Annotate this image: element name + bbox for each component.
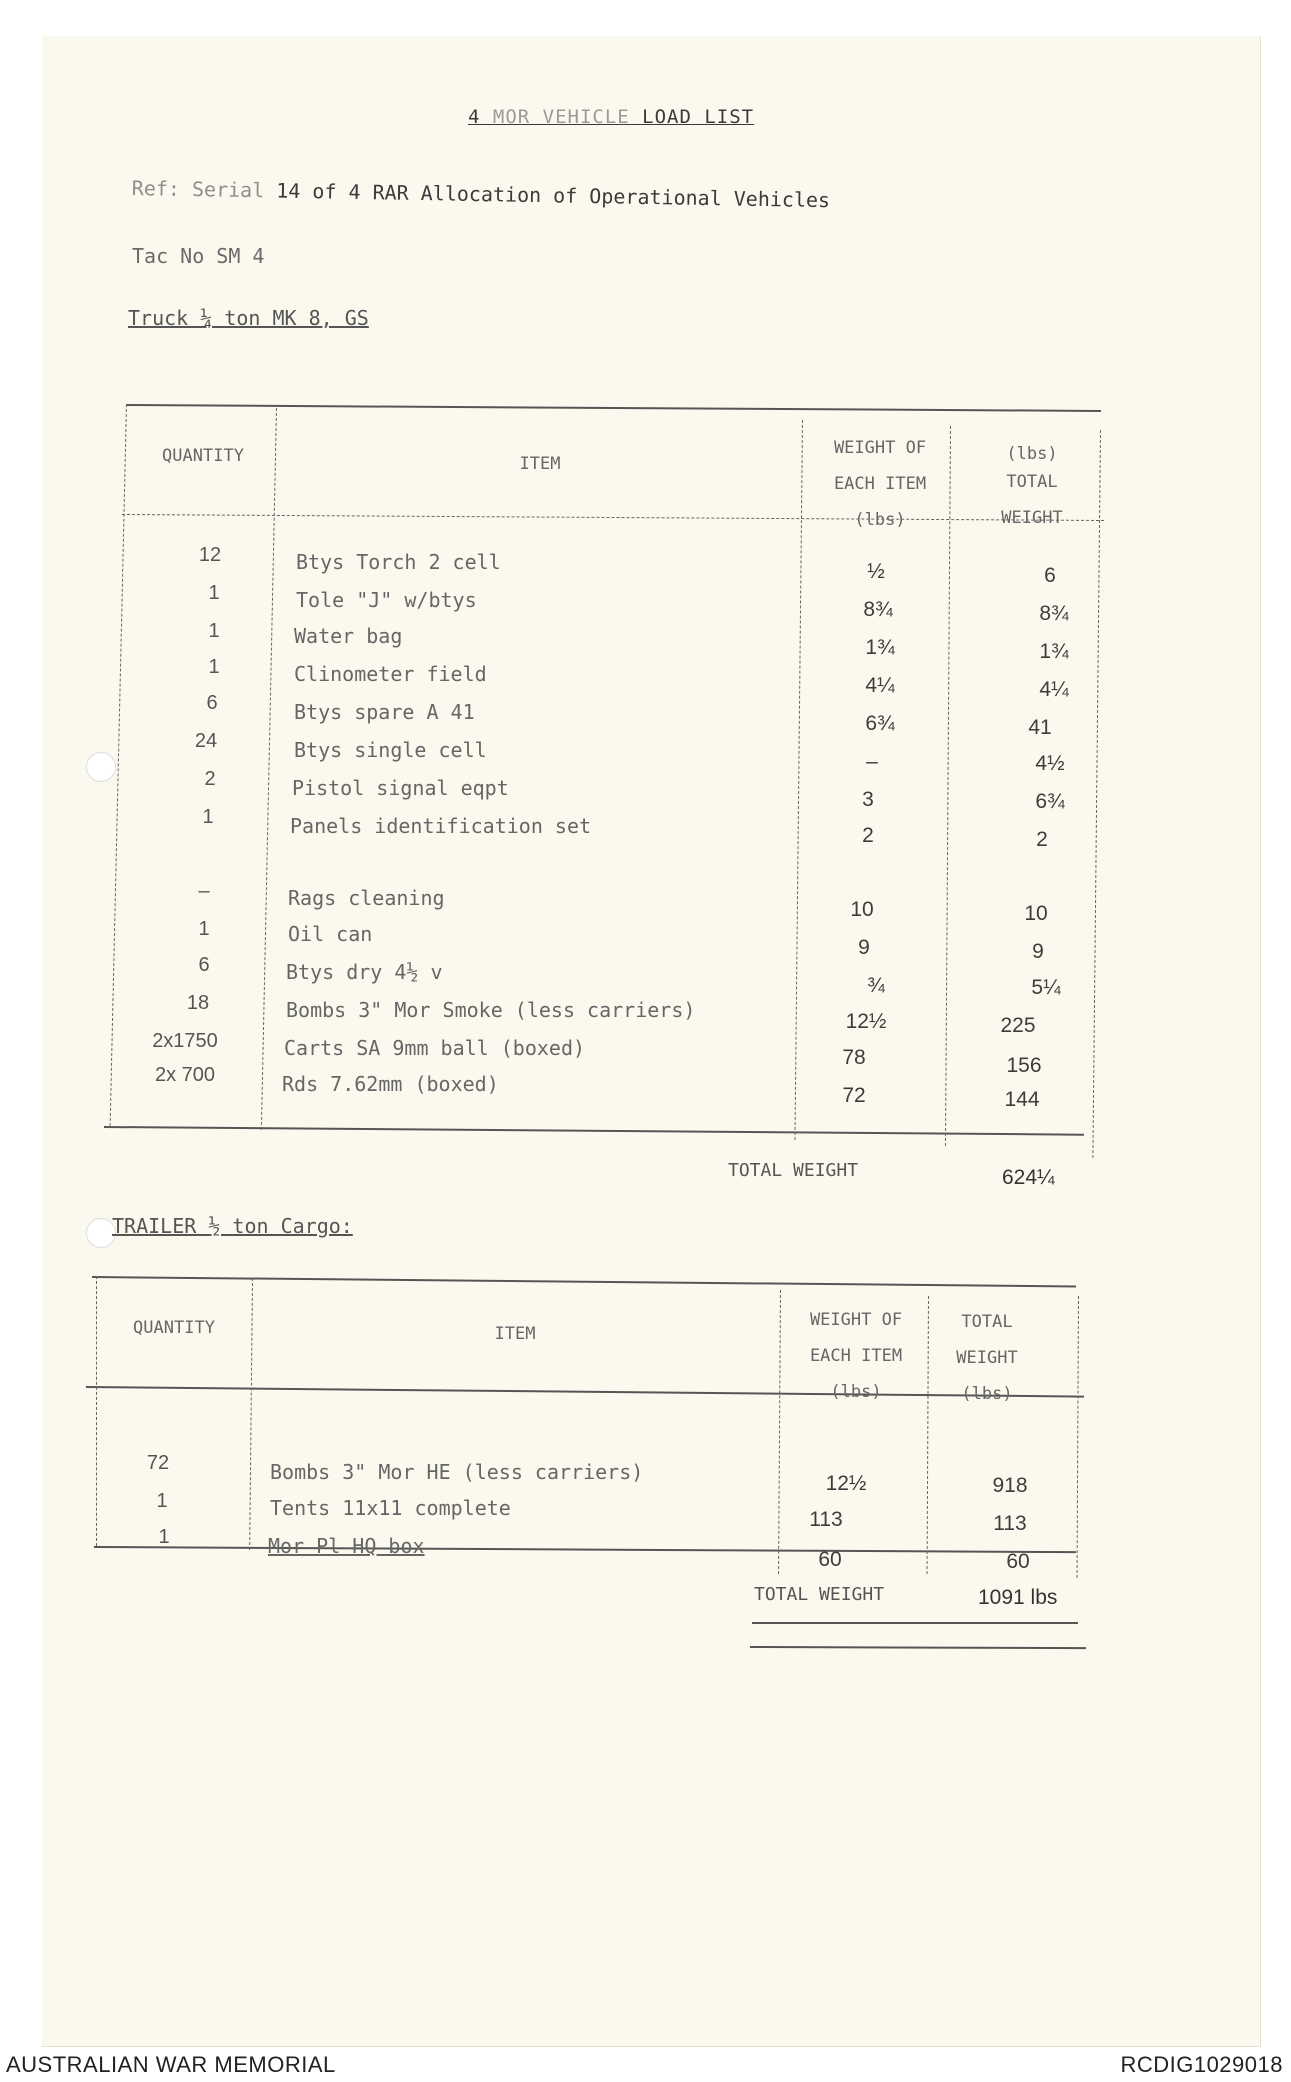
row-item: Btys Torch 2 cell: [296, 550, 501, 574]
row-quantity: 1: [198, 918, 210, 940]
row-quantity: 72: [146, 1452, 170, 1474]
row-quantity: 6: [206, 692, 218, 714]
row-weight-each: 12½: [845, 1010, 887, 1033]
row-item: Btys spare A 41: [294, 700, 475, 724]
section-title-trailer: TRAILER ½ ton Cargo:: [112, 1214, 353, 1238]
table1-header-item: ITEM: [519, 454, 561, 474]
row-quantity: 1: [208, 620, 220, 642]
row-item: Tents 11x11 complete: [270, 1496, 511, 1520]
row-total: 113: [993, 1512, 1027, 1535]
table1-total-label: TOTAL WEIGHT: [728, 1160, 859, 1181]
reference-line: Ref: Serial 14 of 4 RAR Allocation of Operational Vehicles: [131, 176, 831, 213]
row-item: Mor Pl HQ box: [268, 1534, 425, 1558]
row-weight-each: 9: [858, 936, 870, 959]
row-total: 4¼: [1039, 678, 1069, 701]
table2-left-border: [96, 1276, 97, 1546]
row-weight-each: 72: [842, 1084, 866, 1107]
row-weight-each: ½: [867, 560, 885, 583]
row-total: 2: [1036, 828, 1048, 851]
row-quantity: 1: [156, 1490, 168, 1512]
row-weight-each: 2: [862, 824, 874, 847]
row-total: 8¾: [1039, 602, 1069, 625]
row-total: 41: [1028, 716, 1052, 739]
row-item: Btys single cell: [294, 738, 487, 762]
row-total: 9: [1032, 940, 1044, 963]
row-item: Pistol signal eqpt: [292, 776, 509, 800]
tac-number: Tac No SM 4: [132, 244, 265, 268]
table2-header-quantity: QUANTITY: [133, 1318, 215, 1338]
row-total: 1¾: [1039, 640, 1069, 663]
table1-total-value: 624¼: [1002, 1166, 1055, 1189]
row-item: Rds 7.62mm (boxed): [282, 1072, 499, 1096]
row-quantity: 2: [204, 768, 216, 790]
row-item: Clinometer field: [294, 662, 487, 686]
row-item: Bombs 3" Mor HE (less carriers): [270, 1460, 644, 1484]
row-weight-each: 60: [818, 1548, 842, 1571]
row-item: Btys dry 4½ v: [286, 960, 443, 984]
row-total: 918: [992, 1474, 1028, 1497]
row-quantity: 1: [202, 806, 214, 828]
row-item: Bombs 3" Mor Smoke (less carriers): [286, 998, 696, 1022]
row-item: Carts SA 9mm ball (boxed): [284, 1036, 586, 1060]
row-weight-each: 12½: [825, 1472, 867, 1495]
row-weight-each: 3: [862, 788, 874, 811]
row-item: Oil can: [288, 922, 373, 946]
row-quantity: –: [198, 880, 210, 902]
row-total: 5¼: [1031, 976, 1061, 999]
table1-header-weight-each: WEIGHT OF EACH ITEM (lbs): [833, 438, 927, 530]
row-quantity: 2x 700: [154, 1064, 216, 1086]
row-quantity: 1: [208, 582, 220, 604]
row-weight-each: 8¾: [863, 598, 893, 621]
row-quantity: 1: [208, 656, 220, 678]
row-quantity: 18: [186, 992, 210, 1014]
row-weight-each: 6¾: [865, 712, 895, 735]
row-weight-each: 4¼: [865, 674, 895, 697]
row-item: Tole "J" w/btys: [296, 588, 477, 612]
footer-collection-name: AUSTRALIAN WAR MEMORIAL: [6, 2052, 336, 2077]
page-title: 4 MOR VEHICLE LOAD LIST: [468, 106, 755, 128]
row-weight-each: 78: [842, 1046, 866, 1069]
punch-hole: [86, 752, 116, 782]
table1-header-total-weight: (lbs) TOTAL WEIGHT: [1001, 444, 1063, 528]
row-total: 60: [1006, 1550, 1030, 1573]
row-total: 225: [1000, 1014, 1036, 1037]
row-total: 144: [1004, 1088, 1040, 1111]
table2-total-underline: [752, 1622, 1078, 1624]
row-quantity: 1: [158, 1526, 170, 1548]
table2-header-weight-each: WEIGHT OF EACH ITEM (lbs): [809, 1310, 903, 1402]
row-total: 156: [1006, 1054, 1042, 1077]
row-quantity: 2x1750: [152, 1030, 218, 1052]
row-quantity: 6: [198, 954, 210, 976]
row-item: Rags cleaning: [288, 886, 445, 910]
row-weight-each: 10: [850, 898, 874, 921]
row-total: 6¾: [1035, 790, 1065, 813]
row-quantity: 12: [198, 544, 222, 566]
row-total: 4½: [1035, 752, 1065, 775]
table2-header-item: ITEM: [494, 1324, 536, 1344]
section-title-truck: Truck ¼ ton MK 8, GS: [128, 306, 369, 330]
row-quantity: 24: [194, 730, 218, 752]
row-weight-each: –: [866, 750, 878, 773]
row-item: Water bag: [294, 624, 403, 648]
row-item: Panels identification set: [290, 814, 592, 838]
row-weight-each: 113: [809, 1508, 843, 1531]
row-weight-each: 1¾: [865, 636, 895, 659]
row-total: 6: [1044, 564, 1056, 587]
table1-header-quantity: QUANTITY: [162, 446, 244, 466]
row-weight-each: ¾: [867, 974, 885, 997]
table2-total-value: 1091 lbs: [978, 1586, 1058, 1609]
table2-header-total-weight: TOTAL WEIGHT (lbs): [956, 1312, 1018, 1404]
table2-total-label: TOTAL WEIGHT: [754, 1584, 885, 1605]
footer-record-id: RCDIG1029018: [1120, 2052, 1283, 2077]
row-total: 10: [1024, 902, 1048, 925]
